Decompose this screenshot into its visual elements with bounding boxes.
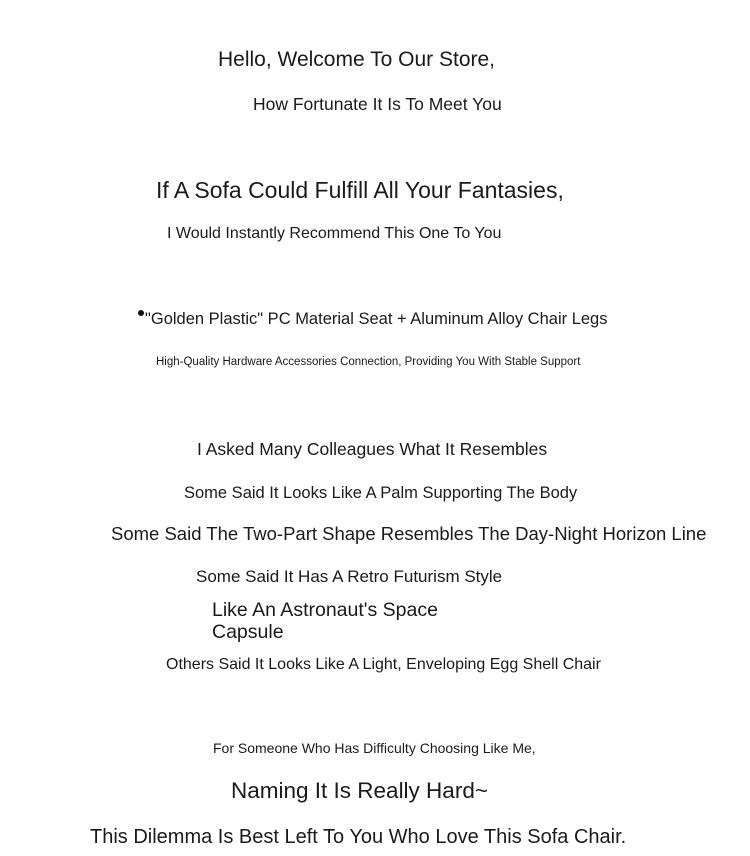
astronaut-line: Like An Astronaut's Space Capsule	[212, 599, 438, 644]
naming-line: Naming It Is Really Hard~	[231, 778, 488, 803]
dot-icon	[138, 310, 144, 316]
greeting-heading: Hello, Welcome To Our Store,	[218, 48, 495, 71]
fantasy-subheading: I Would Instantly Recommend This One To You	[167, 225, 502, 242]
material-line	[138, 310, 607, 328]
fantasy-headline: If A Sofa Could Fulfill All Your Fantasies,	[156, 177, 564, 203]
colleagues-line: I Asked Many Colleagues What It Resembles	[197, 439, 548, 459]
egg-line: Others Said It Looks Like A Light, Enveloping Egg Shell Chair	[166, 656, 601, 673]
greeting-subheading: How Fortunate It Is To Meet You	[253, 94, 502, 114]
choosing-line: For Someone Who Has Difficulty Choosing Like Me,	[213, 740, 536, 756]
material-text: "Golden Plastic" PC Material Seat + Aluminum Alloy Chair Legs	[145, 310, 608, 328]
dilemma-line: This Dilemma Is Best Left To You Who Love This Sofa Chair.	[90, 826, 627, 848]
hardware-line: High-Quality Hardware Accessories Connection, Providing You With Stable Support	[156, 356, 581, 368]
palm-line: Some Said It Looks Like A Palm Supporting The Body	[184, 484, 578, 502]
retro-line: Some Said It Has A Retro Futurism Style	[196, 567, 503, 586]
horizon-line: Some Said The Two-Part Shape Resembles The Day-Night Horizon Line	[111, 523, 707, 544]
